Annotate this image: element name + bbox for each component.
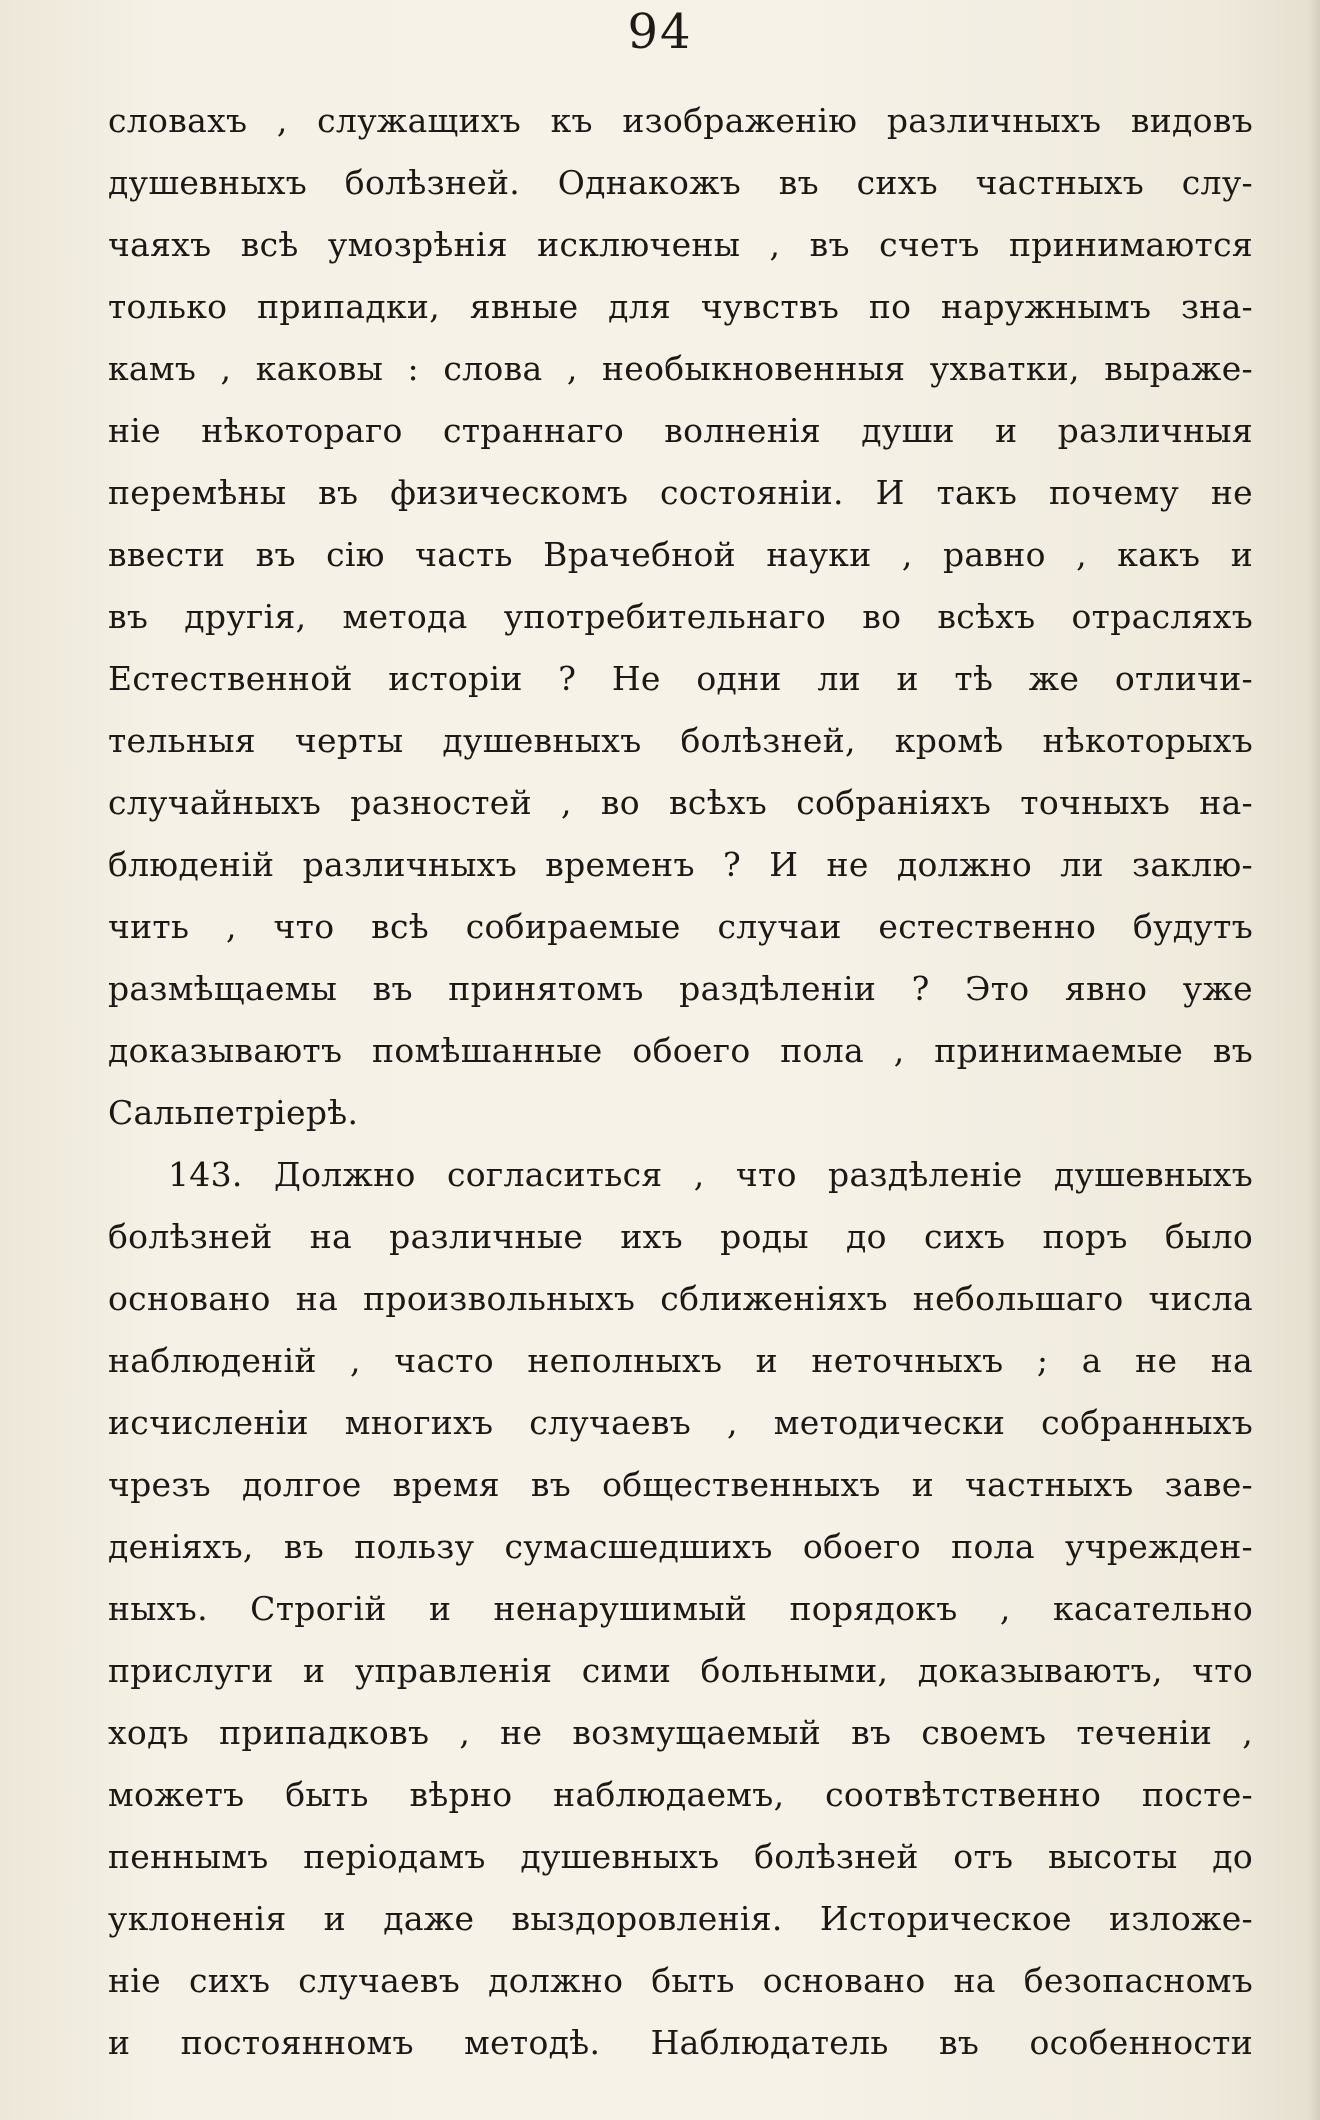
text-line: словахъ , служащихъ къ изображенію различныхъ видовъ	[108, 101, 1253, 140]
text-line: чрезъ долгое время въ общественныхъ и частныхъ заве-	[108, 1465, 1253, 1504]
text-line: камъ , каковы : слова , необыкновенныя ухватки, выраже-	[108, 349, 1253, 388]
text-line: пеннымъ періодамъ душевныхъ болѣзней отъ высоты до	[108, 1837, 1253, 1876]
text-line: прислуги и управленія сими больными, доказываютъ, что	[108, 1651, 1253, 1690]
text-line: размѣщаемы въ принятомъ раздѣленіи ? Это явно уже	[108, 969, 1253, 1008]
text-line: болѣзней на различные ихъ роды до сихъ поръ было	[108, 1217, 1253, 1256]
text-line: только припадки, явные для чувствъ по наружнымъ зна-	[108, 287, 1253, 326]
text-line: ніе нѣкотораго страннаго волненія души и различныя	[108, 411, 1253, 450]
text-line: основано на произвольныхъ сближеніяхъ небольшаго числа	[108, 1279, 1253, 1318]
text-line: и постоянномъ методѣ. Наблюдатель въ особенности	[108, 2023, 1253, 2062]
text-line: ввести въ сію часть Врачебной науки , равно , какъ и	[108, 535, 1253, 574]
text-line: уклоненія и даже выздоровленія. Историческое изложе-	[108, 1899, 1253, 1938]
text-line: случайныхъ разностей , во всѣхъ собраніяхъ точныхъ на-	[108, 783, 1253, 822]
text-line: ныхъ. Строгій и ненарушимый порядокъ , касательно	[108, 1589, 1253, 1628]
text-line: можетъ быть вѣрно наблюдаемъ, соотвѣтственно посте-	[108, 1775, 1253, 1814]
text-line: доказываютъ помѣшанные обоего пола , принимаемые въ	[108, 1031, 1253, 1070]
text-line: блюденій различныхъ временъ ? И не должно ли заклю-	[108, 845, 1253, 884]
text-line: перемѣны въ физическомъ состояніи. И такъ почему не	[108, 473, 1253, 512]
text-line: чить , что всѣ собираемые случаи естественно будутъ	[108, 907, 1253, 946]
text-line: исчисленіи многихъ случаевъ , методически собранныхъ	[108, 1403, 1253, 1442]
text-line: въ другія, метода употребительнаго во всѣхъ отрасляхъ	[108, 597, 1253, 636]
text-line: тельныя черты душевныхъ болѣзней, кромѣ нѣкоторыхъ	[108, 721, 1253, 760]
text-line: чаяхъ всѣ умозрѣнія исключены , въ счетъ принимаются	[108, 225, 1253, 264]
text-line: деніяхъ, въ пользу сумасшедшихъ обоего пола учрежден-	[108, 1527, 1253, 1566]
text-line: наблюденій , часто неполныхъ и неточныхъ ; а не на	[108, 1341, 1253, 1380]
text-line: ходъ припадковъ , не возмущаемый въ своемъ теченіи ,	[108, 1713, 1253, 1752]
text-line: Естественной исторіи ? Не одни ли и тѣ же отличи-	[108, 659, 1253, 698]
page-edge-shadow	[1308, 0, 1320, 2120]
text-line: ніе сихъ случаевъ должно быть основано на безопасномъ	[108, 1961, 1253, 2000]
text-line: Сальпетріерѣ.	[108, 1093, 359, 1132]
page-body	[108, 90, 1253, 2074]
paragraph-start-line: 143. Должно согласиться , что раздѣленіе душевныхъ	[168, 1155, 1253, 1194]
text-line: душевныхъ болѣзней. Однакожъ въ сихъ частныхъ слу-	[108, 163, 1253, 202]
page-number: 94	[627, 4, 693, 60]
